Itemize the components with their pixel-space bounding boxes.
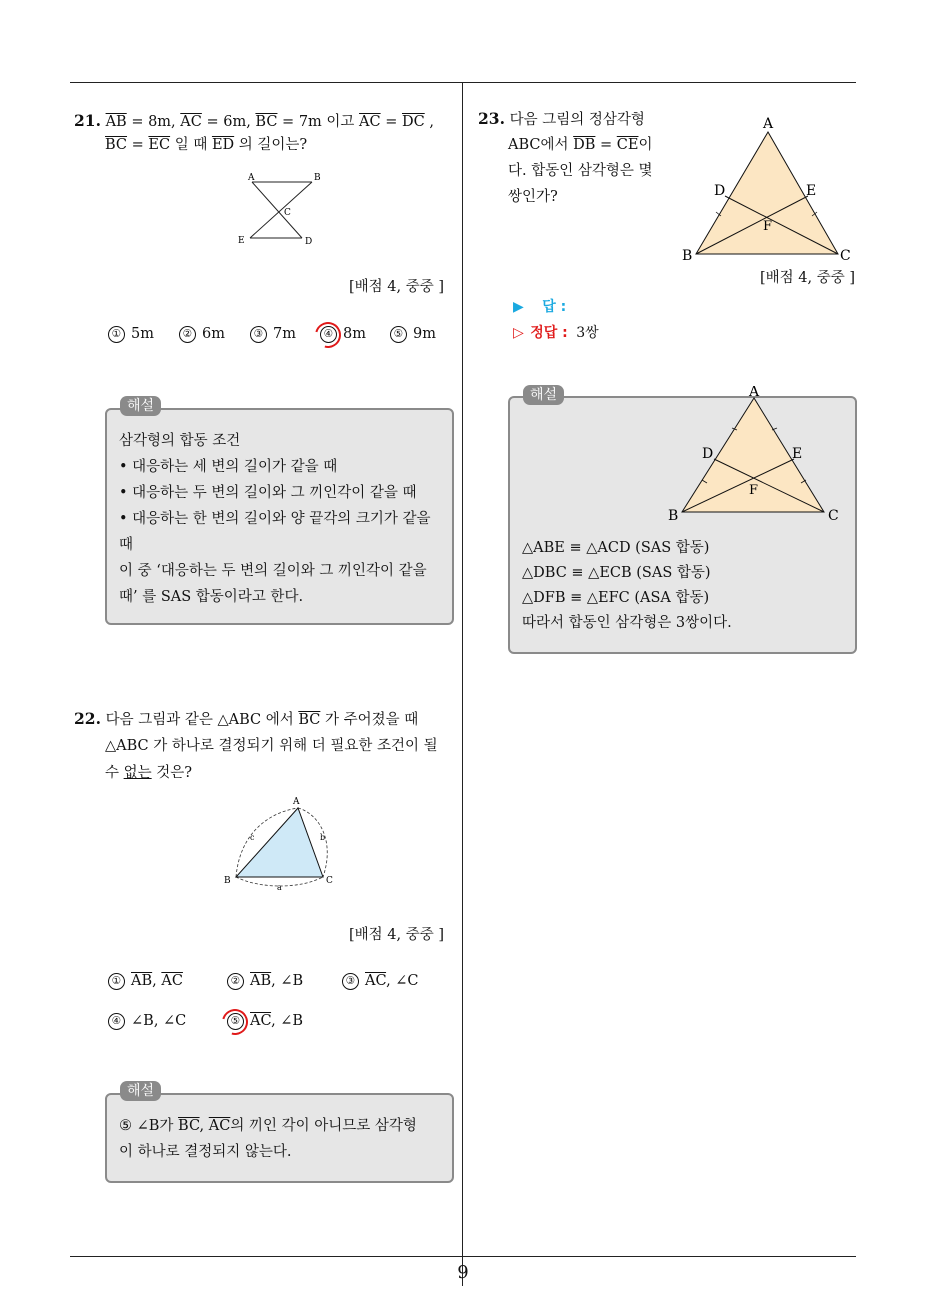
choice-number: ① bbox=[108, 326, 125, 343]
column-divider bbox=[462, 82, 463, 1286]
choice-text: 8m bbox=[343, 326, 366, 342]
choice-text: 7m bbox=[273, 326, 296, 342]
q22-number: 22. bbox=[74, 709, 101, 728]
label-b: B bbox=[668, 508, 679, 524]
q22-choice-1[interactable] bbox=[108, 973, 183, 990]
text: = bbox=[127, 137, 149, 153]
label-side-a: a bbox=[277, 883, 282, 892]
label-a: A bbox=[763, 116, 774, 132]
correct-value: 3쌍 bbox=[576, 325, 599, 341]
q23-line1 bbox=[478, 109, 645, 130]
bottom-rule bbox=[70, 1256, 856, 1257]
seg-ed: $\overline{ED}$ bbox=[211, 137, 235, 153]
answer-mark-circle bbox=[217, 1004, 253, 1040]
q23-explain-figure bbox=[662, 386, 846, 532]
label-e: E bbox=[238, 236, 245, 246]
label-d: D bbox=[305, 237, 313, 247]
text: 의 끼인 각이 아니므로 삼각형 bbox=[230, 1118, 417, 1134]
explain-line: 때’ 를 SAS 합동이라고 한다. bbox=[119, 589, 304, 605]
label-e: E bbox=[792, 446, 803, 462]
label-side-c: c bbox=[250, 833, 255, 842]
sep: , bbox=[271, 973, 281, 989]
sep: , bbox=[152, 973, 162, 989]
choice-text: 6m bbox=[202, 326, 225, 342]
q23-line3: 다. 합동인 삼각형은 몇 bbox=[508, 163, 653, 179]
q21-number: 21. bbox=[74, 111, 101, 130]
q23-correct-row bbox=[513, 322, 599, 342]
q23-answer-row bbox=[513, 296, 566, 316]
label-b: B bbox=[224, 876, 231, 886]
choice-part: $\overline{AC}$ bbox=[250, 1013, 272, 1029]
sep: , bbox=[386, 973, 396, 989]
sep: , bbox=[153, 1013, 164, 1029]
q21-choice-1[interactable] bbox=[108, 326, 154, 343]
explain-line: △DBC ≡ △ECB (SAS 합동) bbox=[522, 565, 711, 581]
q21-figure bbox=[230, 168, 330, 248]
text: = 8m, bbox=[126, 114, 181, 130]
seg-dc: $\overline{DC}$ bbox=[401, 114, 425, 130]
label-a: A bbox=[248, 173, 255, 183]
label-c: C bbox=[326, 876, 333, 886]
explain-line: 이 중 ‘대응하는 두 변의 길이와 그 끼인각이 같을 bbox=[119, 563, 427, 579]
explain-line: 때 bbox=[119, 537, 134, 553]
choice-text: 5m bbox=[131, 326, 154, 342]
explain-line: • 대응하는 세 변의 길이가 같을 때 bbox=[119, 459, 338, 475]
label-c: C bbox=[284, 208, 291, 218]
q23-line4: 쌍인가? bbox=[508, 189, 558, 205]
text: 의 길이는? bbox=[234, 137, 308, 153]
explain-line: • 대응하는 한 변의 길이와 양 끝각의 크기가 같을 bbox=[119, 511, 431, 527]
label-e: E bbox=[806, 183, 817, 199]
text: 수 bbox=[105, 765, 124, 781]
explain-line: • 대응하는 두 변의 길이와 그 끼인각이 같을 때 bbox=[119, 485, 417, 501]
choice-part: ∠B bbox=[280, 973, 304, 989]
q23-line2 bbox=[508, 135, 652, 155]
label-f: F bbox=[749, 483, 759, 498]
explain-line: 이 하나로 결정되지 않는다. bbox=[119, 1144, 292, 1160]
choice-part: $\overline{AB}$ bbox=[250, 973, 272, 989]
choice-number: ③ bbox=[342, 973, 359, 990]
correct-label: 정답 : bbox=[530, 325, 568, 341]
text: ABC에서 bbox=[508, 137, 574, 153]
play-icon: ▶ bbox=[513, 299, 524, 315]
label-a: A bbox=[749, 386, 760, 400]
text: 것은? bbox=[151, 765, 193, 781]
choice-part: $\overline{AB}$ bbox=[131, 973, 153, 989]
seg-ab: $\overline{AB}$ bbox=[105, 114, 127, 130]
q21-explanation-box bbox=[105, 408, 454, 625]
q23-score: [배점 4, 중중 ] bbox=[760, 270, 856, 286]
explain-line bbox=[119, 1113, 417, 1139]
seg-bc: $\overline{BC}$ bbox=[255, 114, 278, 130]
text: = bbox=[595, 137, 617, 153]
hollow-play-icon: ▷ bbox=[513, 325, 524, 341]
q22-explain-tag: 해설 bbox=[120, 1081, 161, 1101]
q21-explain-tag: 해설 bbox=[120, 396, 161, 416]
q22-choice-3[interactable] bbox=[342, 973, 419, 990]
page-number: 9 bbox=[457, 1262, 469, 1283]
q23-explain-tag: 해설 bbox=[523, 385, 564, 405]
q22-figure bbox=[220, 792, 340, 892]
label-c: C bbox=[840, 248, 851, 264]
q21-line2 bbox=[105, 135, 307, 155]
choice-number: ④ bbox=[320, 326, 337, 343]
q21-choice-3[interactable] bbox=[250, 326, 296, 343]
label-d: D bbox=[702, 446, 714, 462]
answer-label: 답 : bbox=[542, 299, 567, 315]
seg-ec: $\overline{EC}$ bbox=[148, 137, 171, 153]
text: 가 주어졌을 때 bbox=[320, 712, 419, 728]
seg-ac: $\overline{AC}$ bbox=[359, 114, 381, 130]
label-side-b: b bbox=[320, 833, 326, 842]
explain-line: 따라서 합동인 삼각형은 3쌍이다. bbox=[522, 615, 732, 631]
text: ⑤ ∠B가 bbox=[119, 1118, 179, 1134]
label-a: A bbox=[293, 797, 300, 807]
text: 일 때 bbox=[170, 137, 212, 153]
answer-mark-circle bbox=[310, 317, 346, 353]
text: = 7m 이고 bbox=[277, 114, 360, 130]
choice-part: ∠B bbox=[131, 1013, 154, 1029]
q21-choice-5[interactable] bbox=[390, 326, 436, 343]
choice-part: ∠B bbox=[280, 1013, 304, 1029]
text: , bbox=[199, 1118, 209, 1134]
q22-line1 bbox=[74, 709, 418, 730]
triangle-abc bbox=[236, 808, 326, 877]
label-c: C bbox=[828, 508, 839, 524]
choice-number: ⑤ bbox=[390, 326, 407, 343]
underlined-text: 없는 bbox=[123, 765, 152, 781]
choice-number: ⑤ bbox=[227, 1013, 244, 1030]
q22-explanation-box bbox=[105, 1093, 454, 1183]
choice-part: ∠C bbox=[395, 973, 419, 989]
seg-bc: $\overline{BC}$ bbox=[298, 712, 321, 728]
top-rule bbox=[70, 82, 856, 83]
label-b: B bbox=[682, 248, 693, 264]
explain-line: 삼각형의 합동 조건 bbox=[119, 433, 241, 449]
seg-ac: $\overline{AC}$ bbox=[208, 1118, 231, 1134]
q22-score: [배점 4, 중중 ] bbox=[349, 927, 445, 943]
choice-number: ② bbox=[227, 973, 244, 990]
seg-bc: $\overline{BC}$ bbox=[178, 1118, 200, 1134]
seg-bc: $\overline{BC}$ bbox=[105, 137, 128, 153]
explain-line: △DFB ≡ △EFC (ASA 합동) bbox=[522, 590, 710, 606]
choice-part: ∠C bbox=[163, 1013, 187, 1029]
text: 이 bbox=[638, 137, 653, 153]
q22-choice-2[interactable] bbox=[227, 973, 303, 990]
label-f: F bbox=[763, 219, 773, 234]
q22-choice-4[interactable] bbox=[108, 1013, 186, 1030]
q21-choice-2[interactable] bbox=[179, 326, 225, 343]
q21-score: [배점 4, 중중 ] bbox=[349, 279, 445, 295]
q22-line2: △ABC 가 하나로 결정되기 위해 더 필요한 조건이 될 bbox=[105, 738, 438, 754]
q22-line3 bbox=[105, 763, 192, 783]
label-d: D bbox=[714, 183, 726, 199]
choice-text: 9m bbox=[413, 326, 436, 342]
seg-ac: $\overline{AC}$ bbox=[180, 114, 202, 130]
text: 다음 그림과 같은 △ABC 에서 bbox=[105, 712, 299, 728]
text: , bbox=[424, 114, 434, 130]
label-b: B bbox=[314, 173, 321, 183]
text: = 6m, bbox=[201, 114, 256, 130]
text: = bbox=[380, 114, 402, 130]
choice-part: $\overline{AC}$ bbox=[161, 973, 183, 989]
choice-number: ③ bbox=[250, 326, 267, 343]
q21-line1 bbox=[74, 111, 434, 132]
text: 다음 그림의 정삼각형 bbox=[509, 112, 645, 128]
sep: , bbox=[271, 1013, 281, 1029]
q23-figure bbox=[676, 112, 860, 264]
q23-number: 23. bbox=[478, 109, 505, 128]
choice-number: ② bbox=[179, 326, 196, 343]
seg-db: $\overline{DB}$ bbox=[573, 137, 596, 153]
explain-line: △ABE ≡ △ACD (SAS 합동) bbox=[522, 540, 710, 556]
seg-ce: $\overline{CE}$ bbox=[616, 137, 639, 153]
choice-number: ④ bbox=[108, 1013, 125, 1030]
choice-part: $\overline{AC}$ bbox=[365, 973, 387, 989]
choice-number: ① bbox=[108, 973, 125, 990]
